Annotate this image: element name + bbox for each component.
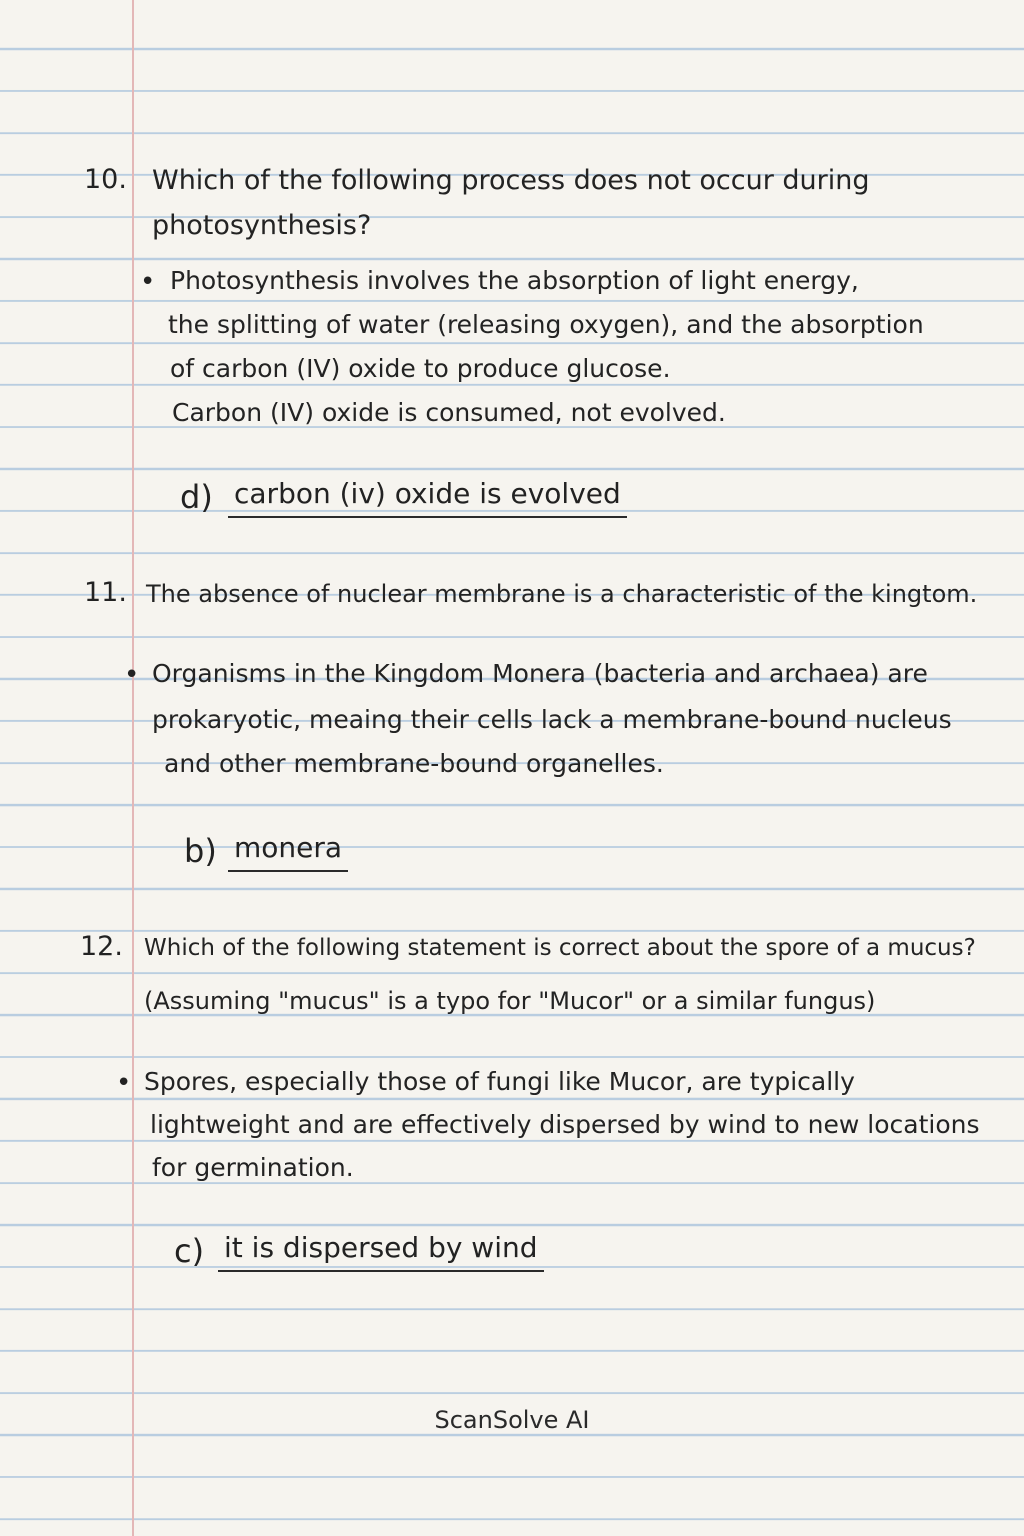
answer-text: monera: [228, 830, 348, 872]
answer-letter: d): [180, 478, 213, 516]
footer-signature: ScanSolve AI: [434, 1406, 590, 1434]
question-number: 10.: [84, 164, 127, 195]
question-number: 11.: [84, 577, 127, 608]
question-text-line: Which of the following statement is correct about the spore of a mucus?: [144, 935, 976, 961]
answer-letter: c): [174, 1232, 205, 1270]
question-number: 12.: [80, 931, 123, 962]
explanation-line: Photosynthesis involves the absorption of light energy,: [170, 266, 859, 295]
margin-line: [132, 0, 134, 1536]
explanation-line: Carbon (IV) oxide is consumed, not evolved.: [172, 398, 726, 427]
explanation-line: prokaryotic, meaing their cells lack a membrane-bound nucleus: [152, 705, 952, 734]
bullet-point: •: [140, 267, 156, 297]
explanation-line: lightweight and are effectively dispersed by wind to new locations: [150, 1110, 980, 1139]
question-text-line: Which of the following process does not occur during: [152, 165, 870, 196]
question-text-line: The absence of nuclear membrane is a characteristic of the kingtom.: [146, 580, 978, 608]
answer-text: it is dispersed by wind: [218, 1230, 544, 1272]
explanation-line: Organisms in the Kingdom Monera (bacteria and archaea) are: [152, 659, 928, 688]
explanation-line: for germination.: [152, 1153, 354, 1182]
bullet-point: •: [116, 1068, 132, 1098]
explanation-line: Spores, especially those of fungi like Mucor, are typically: [144, 1067, 855, 1096]
explanation-line: of carbon (IV) oxide to produce glucose.: [170, 354, 671, 383]
explanation-line: the splitting of water (releasing oxygen), and the absorption: [168, 310, 924, 339]
bullet-point: •: [124, 660, 140, 690]
explanation-line: and other membrane-bound organelles.: [164, 749, 664, 778]
answer-letter: b): [184, 832, 217, 870]
question-text-line: photosynthesis?: [152, 210, 372, 241]
question-text-line: (Assuming "mucus" is a typo for "Mucor" or a similar fungus): [144, 987, 876, 1015]
answer-text: carbon (iv) oxide is evolved: [228, 476, 627, 518]
